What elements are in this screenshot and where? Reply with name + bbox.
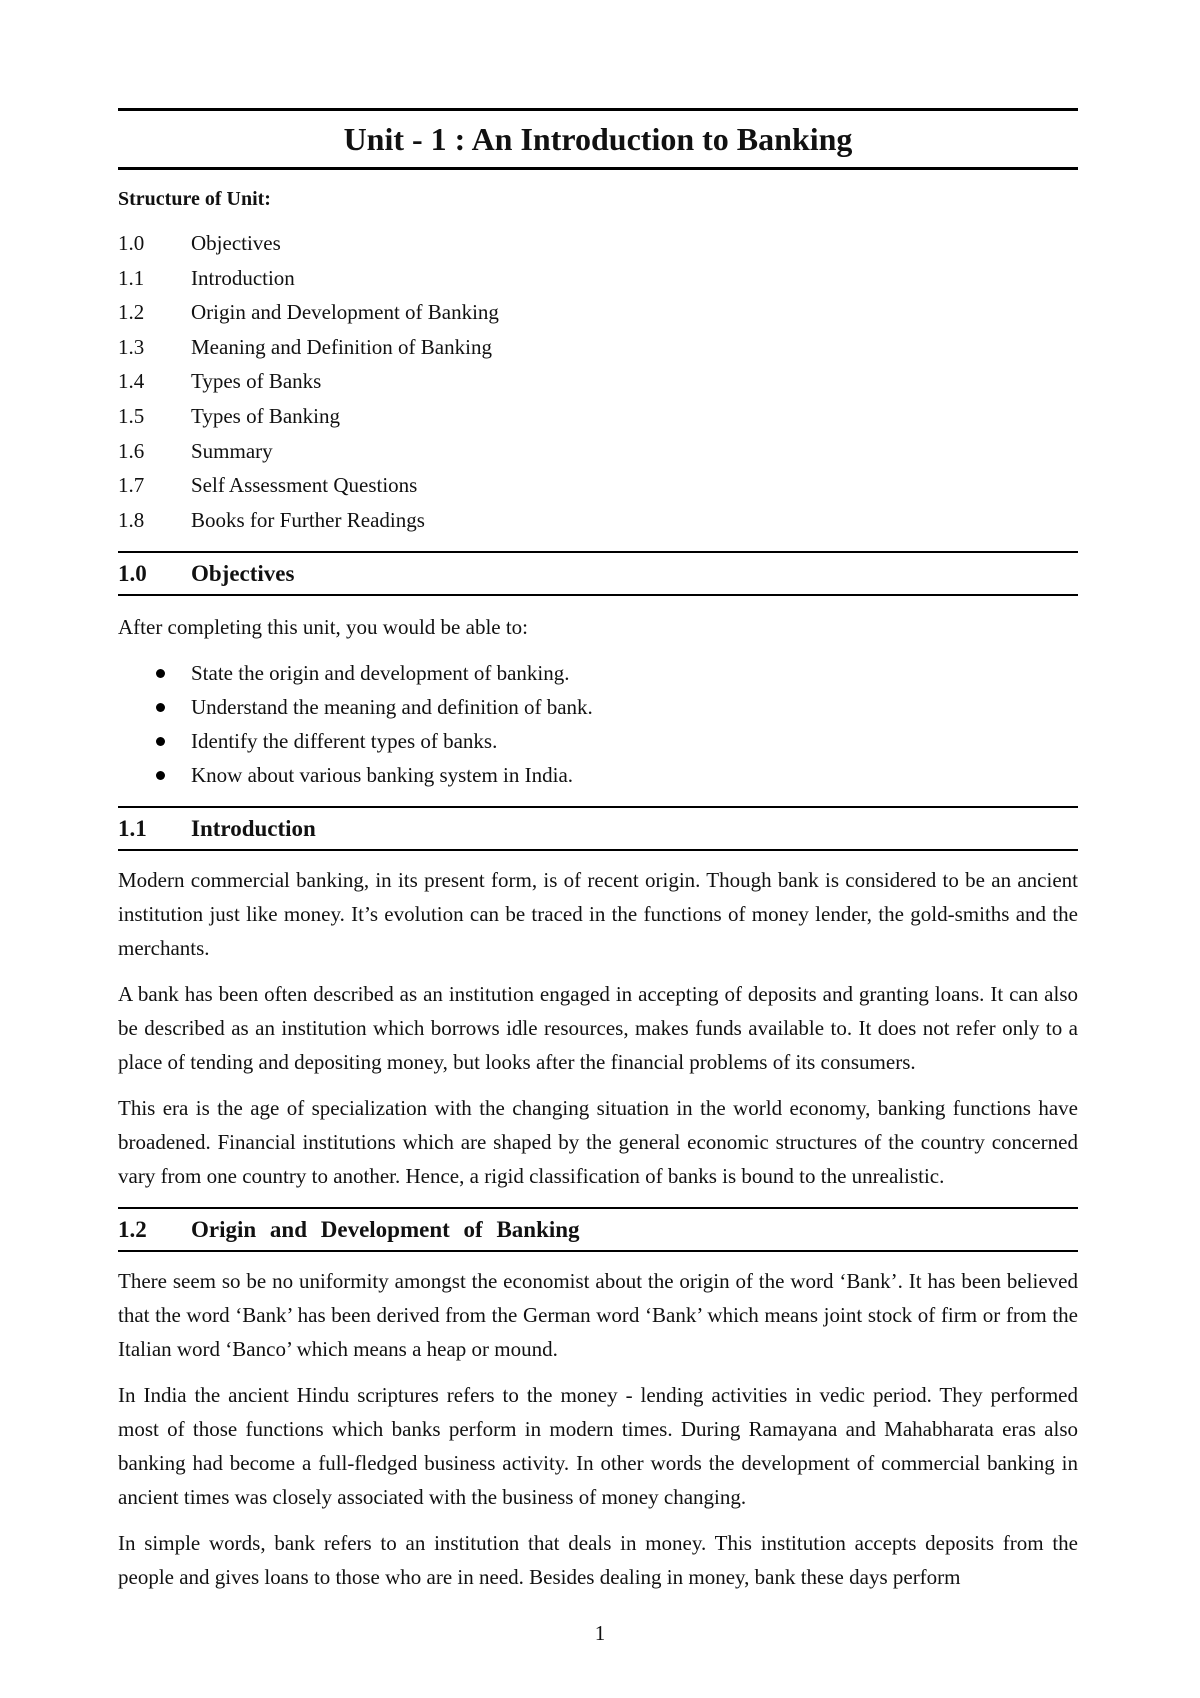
toc-label: Self Assessment Questions — [191, 473, 418, 498]
toc-number: 1.2 — [118, 300, 145, 325]
section-heading-introduction — [118, 806, 1078, 851]
paragraph: A bank has been often described as an institution engaged in accepting of deposits and granting loans. It can also be described as an institution which borrows idle resources, makes funds available to. It does not refer only to a place of tending and depositing money, but looks after the financial problems of its consumers. — [118, 982, 1078, 1075]
toc-number: 1.1 — [118, 265, 145, 290]
section-number: 1.2 — [118, 1217, 147, 1243]
page-number: 1 — [594, 1621, 606, 1645]
toc-number: 1.5 — [118, 403, 145, 428]
toc-label: Summary — [191, 438, 273, 463]
toc-number: 1.6 — [118, 438, 145, 463]
toc-item — [118, 434, 1078, 469]
page-title: Unit - 1 : An Introduction to Banking — [343, 121, 853, 157]
bullet-icon — [118, 758, 191, 792]
list-item — [118, 724, 1078, 758]
list-item — [118, 690, 1078, 724]
objectives-lead: After completing this unit, you would be able to: — [118, 615, 529, 640]
list-item-text: Know about various banking system in India. — [191, 763, 574, 788]
section-title: Objectives — [191, 561, 295, 587]
toc-label: Books for Further Readings — [191, 507, 425, 532]
toc-item — [118, 468, 1078, 503]
bullet-icon — [118, 724, 191, 758]
toc-number: 1.4 — [118, 369, 145, 394]
toc-item — [118, 261, 1078, 296]
section-heading-objectives — [118, 551, 1078, 596]
bullet-icon — [118, 690, 191, 724]
section-number: 1.1 — [118, 816, 147, 842]
toc-number: 1.3 — [118, 334, 145, 359]
toc-item — [118, 330, 1078, 365]
toc-label: Types of Banking — [191, 403, 341, 428]
toc-item — [118, 295, 1078, 330]
list-item-text: State the origin and development of banking. — [191, 661, 570, 686]
section-title: Introduction — [191, 816, 316, 842]
list-item — [118, 758, 1078, 792]
table-of-contents — [118, 226, 1078, 537]
section-number: 1.0 — [118, 561, 147, 587]
objectives-list — [118, 656, 1078, 792]
toc-label: Types of Banks — [191, 369, 322, 394]
toc-number: 1.8 — [118, 507, 145, 532]
section-title: Origin and Development of Banking — [191, 1217, 580, 1243]
toc-item — [118, 364, 1078, 399]
paragraph: This era is the age of specialization with the changing situation in the world economy, banking functions have broadened. Financial institutions which are shaped by the general economic structures of the country concerned vary from one country to another. Hence, a rigid classification of banks is bound to the unrealistic. — [118, 1096, 1078, 1189]
paragraph: In simple words, bank refers to an institution that deals in money. This institution accepts deposits from the people and gives loans to those who are in need. Besides dealing in money, bank these days perform — [118, 1531, 1078, 1590]
title-block — [118, 108, 1078, 170]
toc-label: Origin and Development of Banking — [191, 300, 499, 325]
toc-item — [118, 503, 1078, 538]
document-page — [118, 108, 1078, 1594]
list-item-text: Understand the meaning and definition of bank. — [191, 695, 593, 720]
list-item — [118, 656, 1078, 690]
toc-number: 1.7 — [118, 473, 145, 498]
toc-label: Objectives — [191, 231, 281, 255]
toc-item — [118, 226, 1078, 261]
toc-item — [118, 399, 1078, 434]
toc-label: Introduction — [191, 265, 295, 290]
paragraph: There seem so be no uniformity amongst the economist about the origin of the word ‘Bank’. It has been believed that the word ‘Bank’ has been derived from the German word ‘Bank’ which means joint stock of firm or from the Italian word ‘Banco’ which means a heap or mound. — [118, 1269, 1078, 1362]
bullet-icon — [118, 656, 191, 690]
paragraph: Modern commercial banking, in its present form, is of recent origin. Though bank is considered to be an ancient institution just like money. It’s evolution can be traced in the functions of money lender, the gold-smiths and the merchants. — [118, 868, 1078, 961]
paragraph: In India the ancient Hindu scriptures refers to the money - lending activities in vedic period. They performed most of those functions which banks perform in modern times. During Ramayana and Mahabharata eras also banking had become a full-fledged business activity. In other words the development of commercial banking in ancient times was closely associated with the business of money changing. — [118, 1383, 1078, 1510]
list-item-text: Identify the different types of banks. — [191, 729, 498, 754]
structure-label: Structure of Unit: — [118, 188, 271, 210]
toc-label: Meaning and Definition of Banking — [191, 334, 492, 359]
toc-number: 1.0 — [118, 231, 145, 255]
section-heading-origin — [118, 1207, 1078, 1252]
